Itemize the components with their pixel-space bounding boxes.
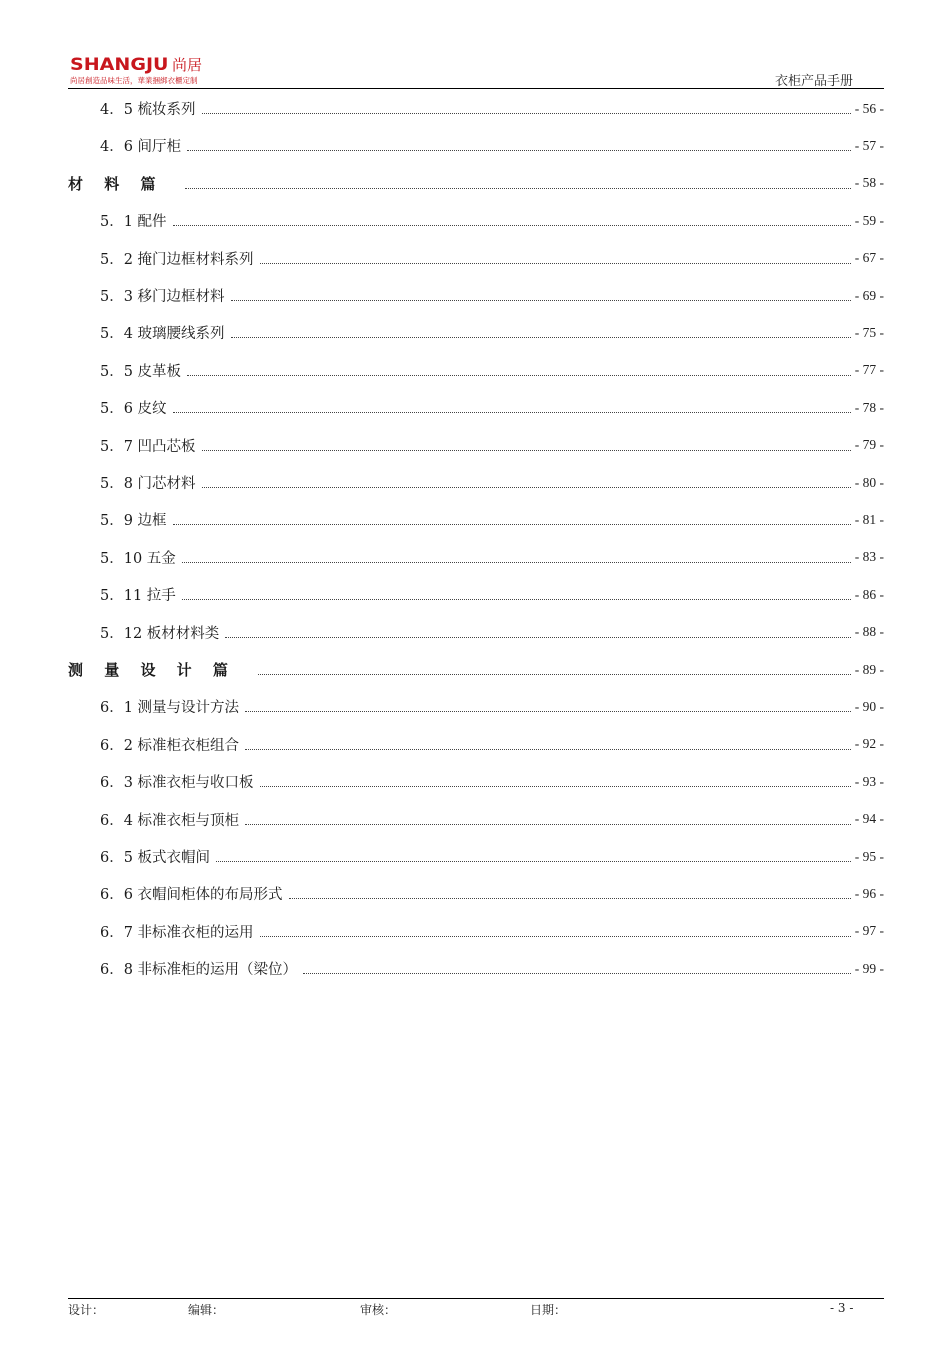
toc-dot-leader	[216, 861, 851, 862]
footer-page-number: - 3 -	[830, 1301, 854, 1315]
logo-wordmark: SHANGJU	[70, 55, 169, 75]
toc-page-number: - 59 -	[854, 212, 884, 228]
toc-entry-label: 5．2 掩门边框材料系列	[100, 251, 254, 268]
toc-dot-leader	[182, 599, 851, 600]
toc-page-number: - 75 -	[854, 324, 884, 340]
toc-entry[interactable]	[68, 913, 884, 950]
toc-dot-leader	[231, 337, 851, 338]
toc-dot-leader	[260, 786, 851, 787]
toc-page-number: - 92 -	[854, 736, 884, 752]
toc-entry-label: 5．10 五金	[100, 550, 176, 567]
toc-page-number: - 78 -	[854, 399, 884, 415]
toc-entry[interactable]	[68, 90, 884, 127]
toc-page-number: - 67 -	[854, 250, 884, 266]
toc-entry-label: 5．11 拉手	[100, 588, 176, 605]
document-title: 衣柜产品手册	[774, 74, 853, 89]
toc-entry[interactable]	[68, 352, 884, 389]
toc-page-number: - 90 -	[854, 698, 884, 714]
toc-page-number: - 99 -	[854, 960, 884, 976]
toc-dot-leader	[303, 973, 851, 974]
toc-entry-label: 5．7 凹凸芯板	[100, 438, 196, 455]
toc-page-number: - 81 -	[854, 511, 884, 527]
toc-dot-leader	[173, 524, 851, 525]
toc-dot-leader	[225, 637, 850, 638]
toc-dot-leader	[289, 898, 851, 899]
footer-edit-label: 编辑：	[188, 1303, 225, 1317]
toc-entry-label: 5．8 门芯材料	[100, 476, 196, 492]
toc-dot-leader	[245, 824, 851, 825]
toc-entry[interactable]	[68, 389, 884, 426]
toc-entry-label: 6．1 测量与设计方法	[100, 700, 240, 717]
toc-dot-leader	[260, 263, 851, 264]
toc-entry[interactable]	[68, 726, 884, 763]
toc-dot-leader	[260, 936, 851, 937]
toc-entry[interactable]	[68, 539, 884, 576]
toc-page-number: - 79 -	[854, 437, 884, 453]
logo-chinese-name: 尚居	[171, 56, 202, 74]
footer-design-label: 设计：	[68, 1303, 105, 1317]
toc-entry-label: 5．12 板材材料类	[100, 625, 220, 642]
toc-page-number: - 69 -	[854, 287, 884, 303]
page-header	[68, 54, 884, 90]
footer-date-label: 日期：	[530, 1303, 567, 1317]
toc-dot-leader	[202, 450, 851, 451]
toc-part-heading[interactable]	[68, 651, 884, 688]
toc-dot-leader	[258, 674, 851, 675]
toc-entry[interactable]	[68, 202, 884, 239]
toc-entry-label: 5．5 皮革板	[100, 363, 182, 380]
toc-entry-label: 6．2 标准柜衣柜组合	[100, 737, 240, 754]
toc-page-number: - 97 -	[854, 923, 884, 939]
toc-entry[interactable]	[68, 314, 884, 351]
toc-dot-leader	[202, 113, 851, 114]
toc-dot-leader	[173, 412, 851, 413]
toc-page-number: - 77 -	[854, 362, 884, 378]
toc-entry[interactable]	[68, 838, 884, 875]
toc-page-number: - 83 -	[854, 549, 884, 565]
page-footer	[68, 1298, 884, 1328]
toc-page-number: - 86 -	[854, 586, 884, 602]
toc-entry[interactable]	[68, 801, 884, 838]
toc-page-number: - 95 -	[854, 848, 884, 864]
toc-entry[interactable]	[68, 576, 884, 613]
brand-logo	[70, 56, 202, 86]
toc-entry-label: 材 料 篇	[68, 174, 164, 193]
toc-page-number: - 93 -	[854, 773, 884, 789]
toc-entry[interactable]	[68, 501, 884, 538]
toc-entry[interactable]	[68, 875, 884, 912]
logo-slogan: 尚居創造品味生活，華業捆綁衣櫃定制	[70, 76, 198, 85]
toc-entry-label: 6．3 标准衣柜与收口板	[100, 775, 254, 792]
toc-entry[interactable]	[68, 277, 884, 314]
toc-entry-label: 6．5 板式衣帽间	[100, 850, 211, 866]
toc-entry-label: 4．6 间厅柜	[100, 139, 182, 156]
toc-part-heading[interactable]	[68, 165, 884, 202]
toc-page-number: - 96 -	[854, 885, 884, 901]
toc-page-number: - 58 -	[854, 175, 884, 191]
toc-dot-leader	[187, 150, 851, 151]
toc-entry[interactable]	[68, 763, 884, 800]
header-divider	[68, 88, 884, 89]
toc-dot-leader	[245, 711, 851, 712]
toc-entry[interactable]	[68, 464, 884, 501]
toc-page-number: - 88 -	[854, 624, 884, 640]
toc-page-number: - 89 -	[854, 661, 884, 677]
toc-dot-leader	[185, 188, 850, 189]
toc-entry-label: 5．9 边框	[100, 513, 167, 530]
toc-entry-label: 5．4 玻璃腰线系列	[100, 326, 225, 343]
toc-entry[interactable]	[68, 427, 884, 464]
toc-dot-leader	[202, 487, 851, 488]
toc-page-number: - 94 -	[854, 811, 884, 827]
footer-review-label: 审核：	[360, 1303, 397, 1317]
toc-entry-label: 6．6 衣帽间柜体的布局形式	[100, 887, 283, 904]
toc-entry-label: 6．8 非标准柜的运用（梁位）	[100, 962, 298, 979]
toc-entry[interactable]	[68, 240, 884, 277]
toc-dot-leader	[173, 225, 851, 226]
toc-entry[interactable]	[68, 127, 884, 164]
toc-dot-leader	[245, 749, 851, 750]
toc-dot-leader	[231, 300, 851, 301]
toc-dot-leader	[187, 375, 851, 376]
toc-entry-label: 6．4 标准衣柜与顶柜	[100, 812, 240, 829]
toc-entry-label: 5．3 移门边框材料	[100, 289, 225, 305]
toc-page-number: - 57 -	[854, 137, 884, 153]
toc-dot-leader	[182, 562, 851, 563]
toc-page-number: - 56 -	[854, 100, 884, 116]
toc-entry-label: 5．1 配件	[100, 214, 167, 231]
toc-entry-label: 5．6 皮纹	[100, 401, 167, 418]
toc-entry-label: 4．5 梳妆系列	[100, 102, 196, 118]
toc-entry-label: 测 量 设 计 篇	[68, 661, 236, 679]
toc-entry-label: 6．7 非标准衣柜的运用	[100, 924, 254, 941]
footer-divider	[68, 1298, 884, 1299]
toc-entry[interactable]	[68, 614, 884, 651]
toc-entry[interactable]	[68, 688, 884, 725]
toc-page-number: - 80 -	[854, 474, 884, 490]
toc-entry[interactable]	[68, 950, 884, 987]
